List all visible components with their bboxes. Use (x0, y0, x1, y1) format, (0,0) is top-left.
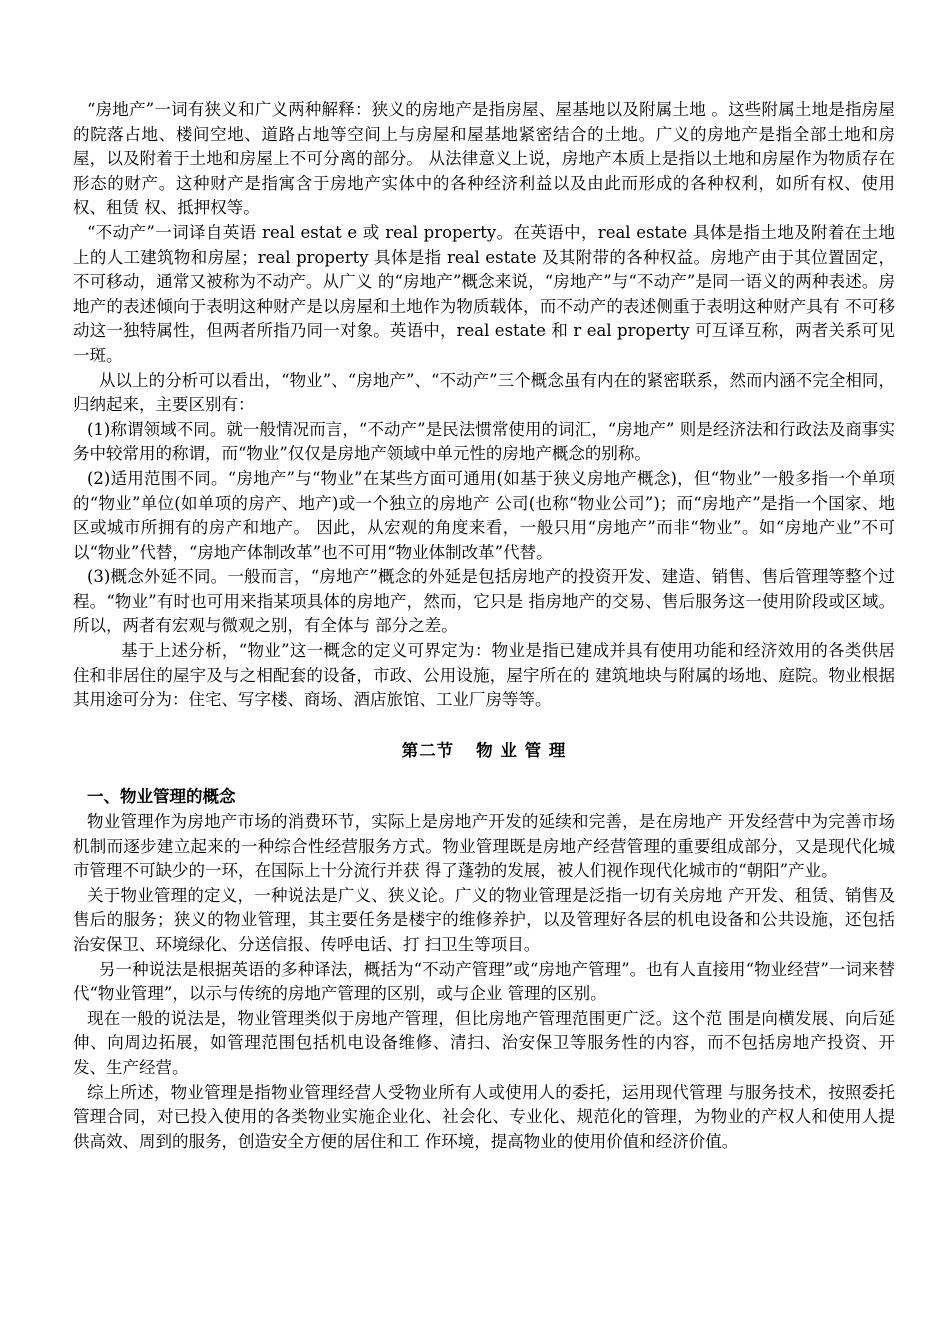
paragraph: (1)称谓领域不同。就一般情况而言，“不动产”是民法惯常使用的词汇，“房地产” 则是经济法和行政法及商事实务中较常用的称谓，而“物业”仅仅是房地产领域中单元性的房地产概念的别称。 (73, 419, 895, 464)
paragraph: “不动产”一词译自英语 real estat e 或 real property。在英语中，real estate 具体是指土地及附着在土地上的人工建筑物和房屋；real property 具体是指 real estate 及其附带的各种权益。房地产由于其位置固定，不可移动，通常又被称为不动产。从广义 的“房地产”概念来说，“房地产”与“不动产”是同一语义的两种表述。房地产的表述倾向于表明这种财产是以房屋和土地作为物质载体，而不动产的表述侧重于表明这种财产具有 不可移动这一独特属性，但两者所指乃同一对象。英语中，real estate 和 r eal property 可互译互称，两者关系可见一斑。 (73, 222, 895, 365)
paragraph: 另一种说法是根据英语的多种译法，概括为“不动产管理”或“房地产管理”。也有人直接用“物业经营”一词来替代“物业管理”，以示与传统的房地产管理的区别，或与企业 管理的区别。 (73, 959, 895, 1004)
paragraph: 现在一般的说法是，物业管理类似于房地产管理，但比房地产管理范围更广泛。这个范 围是向横发展、向后延伸、向周边拓展，如管理范围包括机电设备维修、清扫、治安保卫等服务性的内容，而不包括房地产投资、开发、生产经营。 (73, 1008, 895, 1077)
section-title (73, 739, 895, 764)
paragraph: (2)适用范围不同。“房地产”与“物业”在某些方面可通用(如基于狭义房地产概念)，但“物业”一般多指一个单项的“物业”单位(如单项的房产、地产)或一个独立的房地产 公司(也称“物业公司”)；而“房地产”是指一个国家、地区或城市所拥有的房产和地产。 因此，从宏观的角度来看，一般只用“房地产”而非“物业”。如“房地产业”不可以“物业”代替，“房地产体制改革”也不可用“物业体制改革”代替。 (73, 468, 895, 562)
paragraph: “房地产”一词有狭义和广义两种解释：狭义的房地产是指房屋、屋基地以及附属土地 。这些附属土地是指房屋的院落占地、楼间空地、道路占地等空间上与房屋和屋基地紧密结合的土地。广义的房地产是指全部土地和房屋，以及附着于土地和房屋上不可分离的部分。 从法律意义上说，房地产本质上是指以土地和房屋作为物质存在形态的财产。这种财产是指寓含于房地产实体中的各种经济利益以及由此而形成的各种权利，如所有权、使用权、租赁 权、抵押权等。 (73, 100, 895, 218)
paragraph: 物业管理作为房地产市场的消费环节，实际上是房地产开发的延续和完善，是在房地产 开发经营中为完善市场机制而逐步建立起来的一种综合性经营服务方式。物业管理既是房地产经营管理的重要组成部分，又是现代化城市管理不可缺少的一环，在国际上十分流行并获 得了蓬勃的发展，被人们视作现代化城市的“朝阳”产业。 (73, 812, 895, 881)
document-page (73, 98, 895, 1154)
paragraph: 从以上的分析可以看出，“物业”、“房地产”、“不动产”三个概念虽有内在的紧密联系，然而内涵不完全相同，归纳起来，主要区别有： (73, 370, 895, 415)
section-number: 第二节 (401, 740, 455, 760)
section-name: 物 业 管 理 (476, 740, 567, 760)
paragraph: 综上所述，物业管理是指物业管理经营人受物业所有人或使用人的委托，运用现代管理 与服务技术，按照委托管理合同，对已投入使用的各类物业实施企业化、社会化、专业化、规范化的管理，为物业的产权人和使用人提供高效、周到的服务，创造安全方便的居住和工 作环境，提高物业的使用价值和经济价值。 (73, 1082, 895, 1151)
paragraph: (3)概念外延不同。一般而言，“房地产”概念的外延是包括房地产的投资开发、建造、销售、售后管理等整个过程。“物业”有时也可用来指某项具体的房地产，然而，它只是 指房地产的交易、售后服务这一使用阶段或区域。所以，两者有宏观与微观之别，有全体与 部分之差。 (73, 567, 895, 636)
paragraph: 关于物业管理的定义，一种说法是广义、狭义论。广义的物业管理是泛指一切有关房地 产开发、租赁、销售及售后的服务；狭义的物业管理，其主要任务是楼宇的维修养护，以及管理好各层的机电设备和公共设施，还包括治安保卫、环境绿化、分送信报、传呼电话、打 扫卫生等项目。 (73, 885, 895, 954)
paragraph: 基于上述分析，“物业”这一概念的定义可界定为：物业是指已建成并具有使用功能和经济效用的各类供居住和非居住的屋宇及与之相配套的设备，市政、公用设施，屋宇所在的 建筑地块与附属的场地、庭院。物业根据其用途可分为：住宅、写字楼、商场、酒店旅馆、工业厂房等等。 (73, 641, 895, 710)
subsection-heading: 一、物业管理的概念 (87, 787, 236, 807)
